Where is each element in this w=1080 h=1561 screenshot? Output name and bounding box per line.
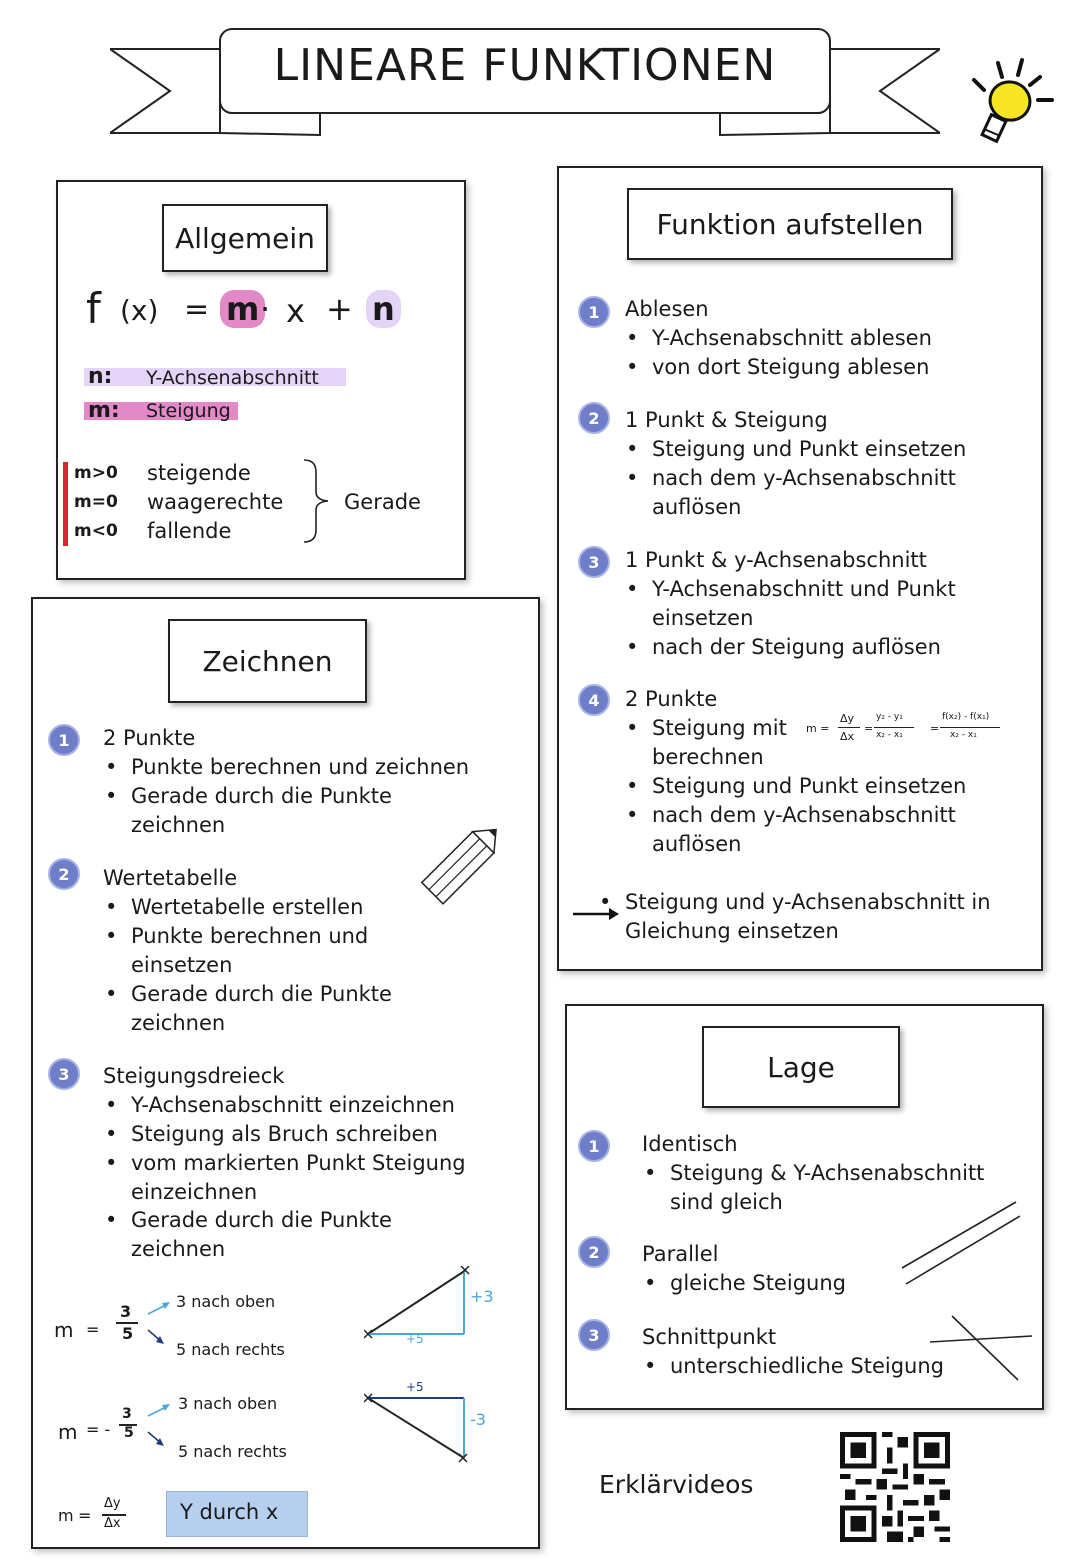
lage-num-1: 1 (578, 1130, 610, 1162)
ex2-num: 3 (122, 1406, 132, 1422)
ex1-num: 3 (120, 1302, 132, 1321)
ex2-triangle (364, 1392, 474, 1466)
red-bar (63, 462, 68, 546)
aufstellen-num-3: 3 (578, 546, 610, 578)
ex3-num: Δy (104, 1496, 121, 1511)
zeichnen-title-1: 2 Punkte (103, 726, 196, 750)
aufstellen-bullet-1-2: • von dort Steigung ablesen (652, 353, 1022, 382)
aufstellen-bullet-3-2: • nach der Steigung auflösen (652, 633, 1022, 662)
ex2-up: 3 nach oben (178, 1394, 278, 1413)
slope-formula: m = Δy Δx = y₂ - y₁ x₂ - x₁ = f(x₂) - f(x₁) x₂ - x₁ (806, 710, 1006, 750)
parallel-lines-icon (898, 1198, 1024, 1288)
cond-row-2: m=0 (74, 492, 118, 512)
ex3-label: Y durch x (180, 1500, 279, 1524)
allgemein-heading: Allgemein (162, 204, 328, 272)
ex1-den: 5 (122, 1324, 134, 1343)
zeichnen-heading: Zeichnen (168, 619, 367, 703)
cond-row-3: m<0 (74, 521, 118, 541)
aufstellen-bullet-1-1: • Y-Achsenabschnitt ablesen (652, 324, 1022, 353)
cond-text-1: steigende (147, 461, 251, 485)
cond-text-3: fallende (147, 519, 232, 543)
ex2-m: m (58, 1420, 78, 1444)
aufstellen-bullet-4-2: • Steigung und Punkt einsetzen (652, 772, 1022, 801)
aufstellen-num-2: 2 (578, 402, 610, 434)
zeichnen-bullet-2-1: • Wertetabelle erstellen (131, 893, 391, 922)
ex1-up: 3 nach oben (176, 1292, 276, 1311)
zeichnen-bullet-3-3: • vom markierten Punkt Steigung einzeichnen (131, 1149, 511, 1207)
lage-title-2: Parallel (642, 1242, 719, 1266)
ex1-plus3: +3 (470, 1287, 494, 1306)
lage-bullet-2-1: • gleiche Steigung (670, 1269, 930, 1298)
zeichnen-bullet-2-3: • Gerade durch die Punkte zeichnen (131, 980, 431, 1038)
ex2-arrows (146, 1400, 176, 1448)
brace-text: Gerade (344, 490, 421, 514)
lage-num-3: 3 (578, 1319, 610, 1351)
intersecting-lines-icon (928, 1312, 1034, 1384)
aufstellen-title-2: 1 Punkt & Steigung (625, 408, 828, 432)
lightbulb-icon (960, 55, 1060, 155)
lage-bullet-1-1: • Steigung & Y-Achsenabschnitt sind gleich (670, 1159, 1010, 1217)
m-label: m: (88, 398, 120, 423)
qr-code-icon[interactable] (840, 1432, 950, 1542)
pencil-icon (408, 815, 513, 920)
ex2-right: 5 nach rechts (178, 1442, 287, 1461)
ex1-eq: = (86, 1320, 100, 1339)
ex1-plus5: +5 (406, 1332, 424, 1346)
m-text: Steigung (146, 400, 231, 422)
lage-bullet-3-1: • unterschiedliche Steigung (670, 1352, 970, 1381)
n-label: n: (88, 364, 113, 389)
formula-m: m (220, 290, 265, 328)
ex3-m: m (58, 1506, 74, 1525)
erklaervideos-label: Erklärvideos (599, 1470, 754, 1499)
ex1-triangle (364, 1266, 474, 1340)
zeichnen-bullet-1-1: • Punkte berechnen und zeichnen (131, 753, 511, 782)
ex2-den: 5 (124, 1425, 134, 1441)
aufstellen-bullet-2-2: • nach dem y-Achsenabschnitt auflösen (652, 464, 992, 522)
ex1-m: m (54, 1318, 74, 1342)
zeichnen-bullet-3-2: • Steigung als Bruch schreiben (131, 1120, 511, 1149)
aufstellen-title-3: 1 Punkt & y-Achsenabschnitt (625, 548, 927, 572)
aufstellen-title-1: Ablesen (625, 297, 709, 321)
cond-text-2: waagerechte (147, 490, 284, 514)
aufstellen-bullet-4-1: • Steigung mit berechnen (652, 714, 792, 772)
lage-title-1: Identisch (642, 1132, 738, 1156)
zeichnen-title-3: Steigungsdreieck (103, 1064, 285, 1088)
aufstellen-heading: Funktion aufstellen (627, 188, 953, 260)
lage-num-2: 2 (578, 1236, 610, 1268)
ex3-eq: = (78, 1506, 92, 1525)
aufstellen-num-1: 1 (578, 296, 610, 328)
ex2-eq: = - (86, 1420, 111, 1439)
arrow-right-icon (573, 906, 619, 922)
lage-title-3: Schnittpunkt (642, 1325, 777, 1349)
cond-row-1: m>0 (74, 463, 118, 483)
aufstellen-conclusion: • Steigung und y-Achsenabschnitt in Gleichung einsetzen (625, 888, 1015, 946)
aufstellen-num-4: 4 (578, 684, 610, 716)
zeichnen-num-3: 3 (48, 1058, 80, 1090)
n-text: Y-Achsenabschnitt (146, 367, 319, 389)
zeichnen-title-2: Wertetabelle (103, 866, 238, 890)
curly-brace (300, 458, 334, 544)
ex1-right: 5 nach rechts (176, 1340, 285, 1359)
formula-n: n (366, 290, 401, 328)
aufstellen-bullet-4-3: • nach dem y-Achsenabschnitt auflösen (652, 801, 992, 859)
lage-heading: Lage (702, 1026, 900, 1108)
zeichnen-num-2: 2 (48, 858, 80, 890)
aufstellen-bullet-3-1: • Y-Achsenabschnitt und Punkt einsetzen (652, 575, 992, 633)
ex2-plus5: +5 (406, 1380, 424, 1394)
zeichnen-num-1: 1 (48, 724, 80, 756)
zeichnen-bullet-3-4: • Gerade durch die Punkte zeichnen (131, 1206, 431, 1264)
zeichnen-bullet-2-2: • Punkte berechnen und einsetzen (131, 922, 391, 980)
ex1-arrows (146, 1298, 176, 1346)
zeichnen-bullet-3-1: • Y-Achsenabschnitt einzeichnen (131, 1091, 511, 1120)
ex3-den: Δx (104, 1516, 121, 1531)
zeichnen-bullet-1-2: • Gerade durch die Punkte zeichnen (131, 782, 431, 840)
aufstellen-title-4: 2 Punkte (625, 687, 718, 711)
aufstellen-bullet-2-1: • Steigung und Punkt einsetzen (652, 435, 1022, 464)
ex2-minus3: -3 (470, 1410, 486, 1429)
page-title: LINEARE FUNKTIONEN (273, 40, 777, 91)
